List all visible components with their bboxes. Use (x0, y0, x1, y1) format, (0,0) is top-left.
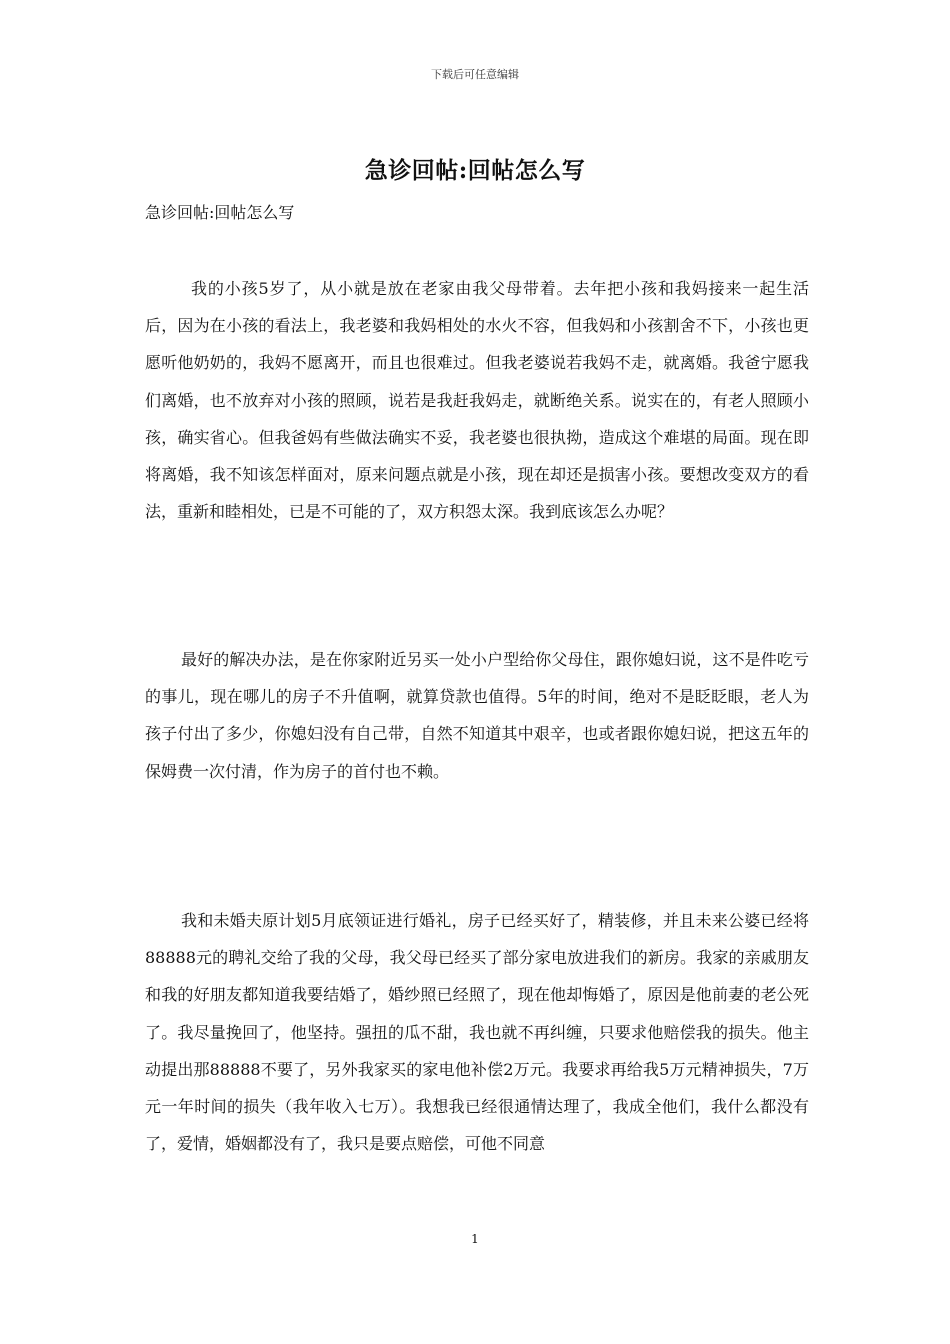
answer-paragraph: 最好的解决办法，是在你家附近另买一处小户型给你父母住，跟你媳妇说，这不是件吃亏的事儿，现在哪儿的房子不升值啊，就算贷款也值得。5年的时间，绝对不是眨眨眼，老人为孩子付出了多少，你媳妇没有自己带，自然不知道其中艰辛，也或者跟你媳妇说，把这五年的保姆费一次付清，作为房子的首付也不赖。 (145, 650, 809, 781)
document-subtitle: 急诊回帖:回帖怎么写 (145, 203, 295, 222)
header-note: 下载后可任意编辑 (431, 68, 519, 81)
page-number: 1 (471, 1232, 479, 1246)
second-question-paragraph: 我和未婚夫原计划5月底领证进行婚礼，房子已经买好了，精装修，并且未来公婆已经将88888元的聘礼交给了我的父母，我父母已经买了部分家电放进我们的新房。我家的亲戚朋友和我的好朋友都知道我要结婚了，婚纱照已经照了，现在他却悔婚了，原因是他前妻的老公死了。我尽量挽回了，他坚持。强扭的瓜不甜，我也就不再纠缠，只要求他赔偿我的损失。他主动提出那88888不要了，另外我家买的家电他补偿2万元。我要求再给我5万元精神损失，7万元一年时间的损失（我年收入七万）。我想我已经很通情达理了，我成全他们，我什么都没有了，爱情，婚姻都没有了，我只是要点赔偿，可他不同意 (145, 911, 809, 1154)
question-paragraph: 我的小孩5岁了，从小就是放在老家由我父母带着。去年把小孩和我妈接来一起生活后，因为在小孩的看法上，我老婆和我妈相处的水火不容，但我妈和小孩割舍不下，小孩也更愿听他奶奶的，我妈不愿离开，而且也很难过。但我老婆说若我妈不走，就离婚。我爸宁愿我们离婚，也不放弃对小孩的照顾，说若是我赶我妈走，就断绝关系。说实在的，有老人照顾小孩，确实省心。但我爸妈有些做法确实不妥，我老婆也很执拗，造成这个难堪的局面。现在即将离婚，我不知该怎样面对，原来问题点就是小孩，现在却还是损害小孩。要想改变双方的看法，重新和睦相处，已是不可能的了，双方积怨太深。我到底该怎么办呢？ (145, 279, 809, 522)
document-title: 急诊回帖:回帖怎么写 (364, 157, 586, 184)
